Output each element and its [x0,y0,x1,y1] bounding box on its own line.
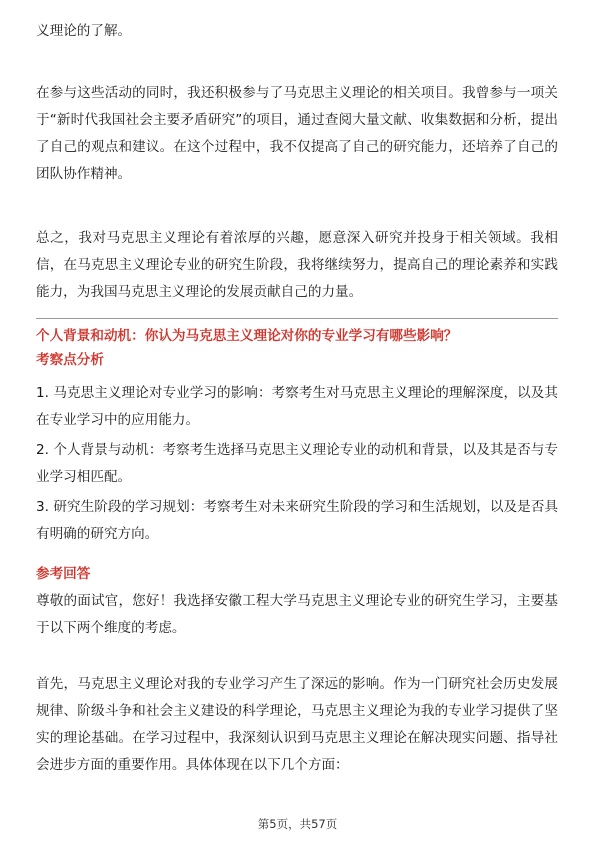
analysis-item-3: 3. 研究生阶段的学习规划：考察考生对未来研究生阶段的学习和生活规划，以及是否具有明确的研究方向。 [36,499,558,542]
section-divider [36,318,558,319]
answer-label: 参考回答 [36,566,91,582]
page-number-footer: 第5页，共57页 [257,817,338,831]
analysis-label: 考察点分析 [36,352,104,368]
analysis-item-2: 2. 个人背景与动机：考察考生选择马克思主义理论专业的动机和背景，以及其是否与专业学习相匹配。 [36,442,558,485]
analysis-item-1: 1. 马克思主义理论对专业学习的影响：考察考生对马克思主义理论的理解深度，以及其在专业学习中的应用能力。 [36,385,558,428]
interview-question: 个人背景和动机：你认为马克思主义理论对你的专业学习有哪些影响？ [36,328,458,344]
answer-paragraph-greeting: 尊敬的面试官，您好！我选择安徽工程大学马克思主义理论专业的研究生学习，主要基于以下两个维度的考虑。 [36,593,558,636]
paragraph-project-experience: 在参与这些活动的同时，我还积极参与了马克思主义理论的相关项目。我曾参与一项关于“新时代我国社会主要矛盾研究”的项目，通过查阅大量文献、收集数据和分析，提出了自己的观点和建议。在这个过程中，我不仅提高了自己的研究能力，还培养了自己的团队协作精神。 [36,85,558,182]
answer-paragraph-first: 首先，马克思主义理论对我的专业学习产生了深远的影响。作为一门研究社会历史发展规律、阶级斗争和社会主义建设的科学理论，马克思主义理论为我的专业学习提供了坚实的理论基础。在学习过程中，我深刻认识到马克思主义理论在解决现实问题、指导社会进步方面的重要作用。具体体现在以下几个方面： [36,676,558,773]
paragraph-conclusion: 总之，我对马克思主义理论有着浓厚的兴趣，愿意深入研究并投身于相关领域。我相信，在马克思主义理论专业的研究生阶段，我将继续努力，提高自己的理论素养和实践能力，为我国马克思主义理论的发展贡献自己的力量。 [36,230,558,300]
paragraph-continuation: 义理论的了解。 [36,23,132,39]
